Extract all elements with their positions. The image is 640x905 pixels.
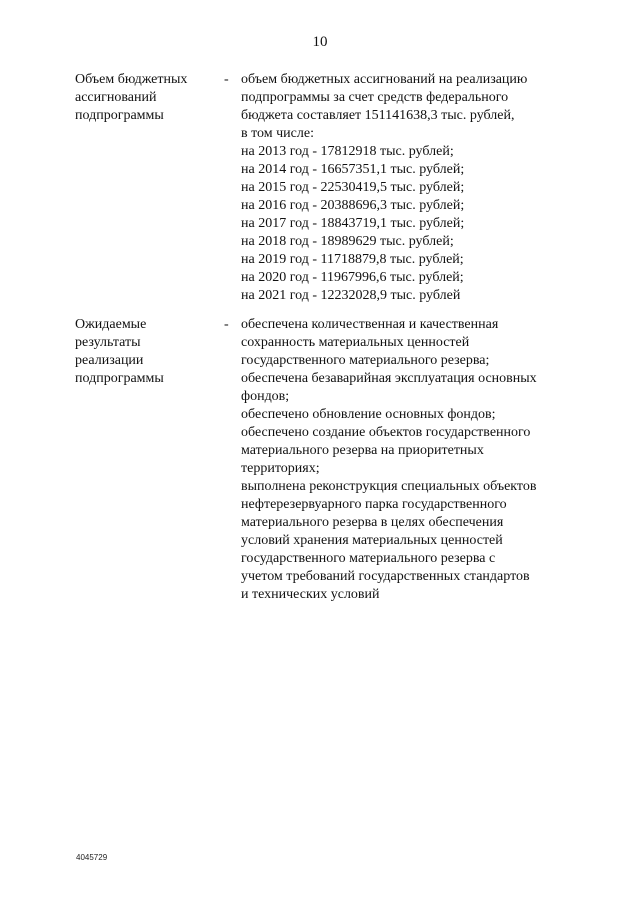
content-line: государственного материального резерва с (241, 551, 496, 566)
content-line: сохранность материальных ценностей (241, 335, 470, 350)
year-allocation-line: на 2015 год - 22530419,5 тыс. рублей; (241, 180, 465, 195)
content-line: в том числе: (241, 126, 314, 141)
year-allocation-line: на 2016 год - 20388696,3 тыс. рублей; (241, 198, 465, 213)
label-line: реализации (75, 353, 144, 368)
dash-separator: - (224, 317, 229, 332)
label-line: подпрограммы (75, 371, 164, 386)
content-line: учетом требований государственных стандартов (241, 569, 530, 584)
content-line: обеспечено создание объектов государственного (241, 425, 531, 440)
content-line: государственного материального резерва; (241, 353, 490, 368)
content-line: обеспечено обновление основных фондов; (241, 407, 496, 422)
label-line: подпрограммы (75, 108, 164, 123)
content-line: нефтерезервуарного парка государственного (241, 497, 507, 512)
document-code: 4045729 (76, 853, 108, 862)
content-line: объем бюджетных ассигнований на реализацию (241, 72, 528, 87)
year-allocation-line: на 2013 год - 17812918 тыс. рублей; (241, 144, 454, 159)
label-line: Ожидаемые (75, 317, 147, 332)
year-allocation-line: на 2019 год - 11718879,8 тыс. рублей; (241, 252, 464, 267)
content-line: бюджета составляет 151141638,3 тыс. рублей, (241, 108, 515, 123)
content-line: подпрограммы за счет средств федерального (241, 90, 509, 105)
label-line: результаты (75, 335, 141, 350)
content-line: материального резерва на приоритетных (241, 443, 484, 458)
year-allocation-line: на 2017 год - 18843719,1 тыс. рублей; (241, 216, 465, 231)
content-line: материального резерва в целях обеспечения (241, 515, 504, 530)
content-line: и технических условий (241, 587, 380, 602)
label-line: ассигнований (75, 90, 157, 105)
content-line: фондов; (241, 389, 290, 404)
content-line: обеспечена количественная и качественная (241, 317, 499, 332)
content-line: обеспечена безаварийная эксплуатация основных (241, 371, 537, 386)
page-number: 10 (312, 34, 328, 50)
budget-content (241, 71, 581, 305)
year-allocation-line: на 2020 год - 11967996,6 тыс. рублей; (241, 270, 464, 285)
content-line: выполнена реконструкция специальных объектов (241, 479, 537, 494)
year-allocation-line: на 2018 год - 18989629 тыс. рублей; (241, 234, 454, 249)
year-allocation-line: на 2014 год - 16657351,1 тыс. рублей; (241, 162, 465, 177)
results-content (241, 316, 581, 604)
year-allocation-line: на 2021 год - 12232028,9 тыс. рублей (241, 288, 461, 303)
content-line: территориях; (241, 461, 320, 476)
label-line: Объем бюджетных (75, 72, 188, 87)
content-line: условий хранения материальных ценностей (241, 533, 503, 548)
dash-separator: - (224, 72, 229, 87)
budget-label (75, 71, 215, 125)
results-label (75, 316, 215, 388)
